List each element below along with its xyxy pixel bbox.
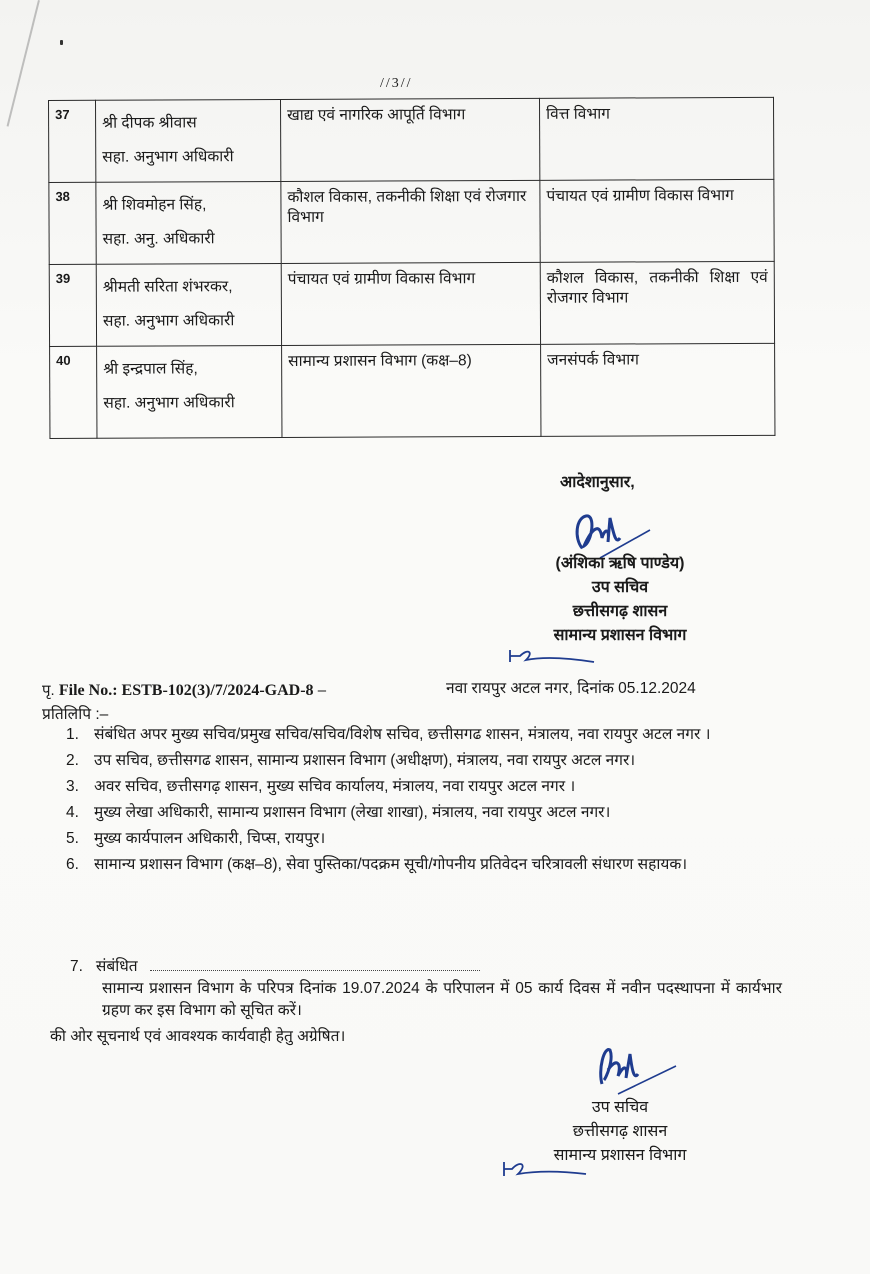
copy-item: [42, 724, 782, 746]
copy-item-text: संबंधित अपर मुख्य सचिव/प्रमुख सचिव/सचिव/विशेष सचिव, छत्तीसगढ शासन, मंत्रालय, नवा रायपुर अटल नगर ।: [94, 726, 711, 743]
copy-item-number: 7.: [70, 958, 83, 975]
signatory-government: छत्तीसगढ़ शासन: [572, 603, 668, 620]
copy-item-number: 2.: [66, 752, 79, 769]
blank-dotted-line: [150, 958, 480, 971]
officer-cell: [96, 99, 281, 182]
file-number-line: [42, 680, 326, 700]
to-department: जनसंपर्क विभाग: [541, 343, 775, 436]
copy-item: [42, 776, 782, 798]
copy-item-number: 3.: [66, 778, 79, 795]
officer-designation: सहा. अनुभाग अधिकारी: [103, 394, 235, 412]
table-row: [49, 261, 774, 346]
officer-name: श्री शिवमोहन सिंह,: [102, 196, 207, 214]
copy-item-number: 4.: [66, 804, 79, 821]
officer-cell: [96, 263, 281, 346]
copy-item: [42, 828, 782, 850]
copy-item-text: संबंधित: [95, 958, 138, 975]
copy-item-number: 1.: [66, 726, 79, 743]
place-date: नवा रायपुर अटल नगर, दिनांक 05.12.2024: [446, 680, 696, 697]
copy-item: [42, 802, 782, 824]
table-row: [50, 343, 775, 438]
copy-item-text: अवर सचिव, छत्तीसगढ़ शासन, मुख्य सचिव कार्यालय, मंत्रालय, नवा रायपुर अटल नगर ।: [94, 778, 576, 795]
signatory-government: छत्तीसगढ़ शासन: [572, 1123, 668, 1140]
copy-item: [42, 750, 782, 772]
file-number: File No.: ESTB-102(3)/7/2024-GAD-8: [58, 682, 314, 699]
copy-item-text: सामान्य प्रशासन विभाग (कक्ष–8), सेवा पुस्तिका/पदक्रम सूची/गोपनीय प्रतिवेदन चरित्रावली संधारण सहायक।: [94, 856, 688, 873]
copy-item-number: 6.: [66, 856, 79, 873]
initial-mark-icon: [506, 644, 596, 666]
copy-item-text: मुख्य कार्यपालन अधिकारी, चिप्स, रायपुर।: [94, 830, 326, 847]
officer-name: श्री दीपक श्रीवास: [102, 114, 197, 132]
transfer-table: [48, 97, 775, 439]
copy-item-instruction: सामान्य प्रशासन विभाग के परिपत्र दिनांक 19.07.2024 के परिपालन में 05 कार्य दिवस में नवीन पदस्थापना में कार्यभार ग्रहण कर इस विभाग को सूचित करें।: [102, 980, 782, 1019]
signatory-department: सामान्य प्रशासन विभाग: [553, 1147, 687, 1164]
table-row: [49, 97, 774, 182]
initial-mark-icon: [500, 1156, 590, 1180]
copy-item-7: [42, 956, 782, 1022]
officer-designation: सहा. अनुभाग अधिकारी: [102, 312, 235, 330]
file-dash: –: [317, 682, 327, 699]
from-department: पंचायत एवं ग्रामीण विकास विभाग: [281, 262, 540, 345]
table-row: [49, 179, 774, 264]
serial-number: 40: [50, 346, 97, 438]
to-department: कौशल विकास, तकनीकी शिक्षा एवं रोजगार विभाग: [540, 261, 774, 344]
officer-cell: [97, 345, 282, 438]
signatory-department: सामान्य प्रशासन विभाग: [553, 627, 687, 644]
endorsement-prefix: पृ.: [42, 682, 55, 699]
officer-cell: [96, 181, 281, 264]
signatory-designation: उप सचिव: [591, 579, 649, 596]
signatory-designation: उप सचिव: [591, 1099, 649, 1116]
serial-number: 39: [49, 264, 96, 346]
copy-item-number: 5.: [66, 830, 79, 847]
scan-speck: [60, 40, 63, 45]
officer-name: श्रीमती सरिता शंभरकर,: [102, 278, 233, 296]
copy-item: [42, 854, 782, 876]
to-department: वित्त विभाग: [539, 97, 773, 180]
officer-designation: सहा. अनुभाग अधिकारी: [102, 148, 234, 166]
officer-designation: सहा. अनु. अधिकारी: [102, 230, 215, 248]
serial-number: 37: [49, 100, 96, 182]
copy-list: [42, 724, 782, 880]
copy-item-text: मुख्य लेखा अधिकारी, सामान्य प्रशासन विभाग (लेखा शाखा), मंत्रालय, नवा रायपुर अटल नगर।: [94, 804, 611, 821]
from-department: खाद्य एवं नागरिक आपूर्ति विभाग: [280, 98, 539, 181]
page-number: //3//: [380, 76, 413, 91]
from-department: कौशल विकास, तकनीकी शिक्षा एवं रोजगार विभाग: [281, 180, 540, 263]
to-department: पंचायत एवं ग्रामीण विकास विभाग: [540, 179, 774, 262]
from-department: सामान्य प्रशासन विभाग (कक्ष–8): [282, 344, 541, 437]
copy-item-text: उप सचिव, छत्तीसगढ शासन, सामान्य प्रशासन विभाग (अधीक्षण), मंत्रालय, नवा रायपुर अटल नगर।: [94, 752, 636, 769]
fold-line: [7, 0, 40, 127]
signatory-block: [520, 552, 720, 648]
signature-icon: [592, 1040, 682, 1096]
copy-to-label: प्रतिलिपि :–: [42, 706, 109, 723]
by-order-text: आदेशानुसार,: [560, 474, 635, 491]
closing-line: की ओर सूचनार्थ एवं आवश्यक कार्यवाही हेतु अग्रेषित।: [50, 1028, 346, 1045]
signatory-name: (अंशिका ऋषि पाण्डेय): [555, 555, 685, 572]
officer-name: श्री इन्द्रपाल सिंह,: [103, 360, 198, 378]
serial-number: 38: [49, 182, 96, 264]
